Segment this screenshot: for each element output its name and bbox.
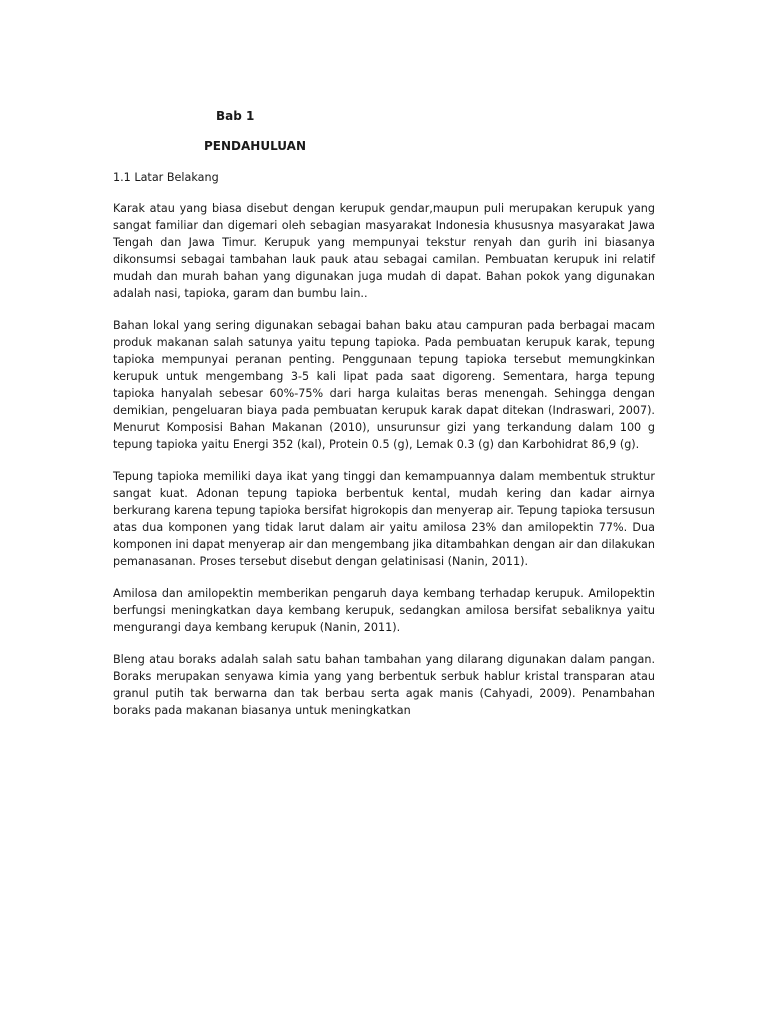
- paragraph: Bahan lokal yang sering digunakan sebagai bahan baku atau campuran pada berbagai macam produk makanan salah satunya yaitu tepung tapioka. Pada pembuatan kerupuk karak, tepung tapioka mempunyai peranan penting. Penggunaan tepung tapioka tersebut memungkinkan kerupuk untuk mengembang 3-5 kali lipat pada saat digoreng. Sementara, harga tepung tapioka hanyalah sebesar 60%-75% dari harga kulaitas beras menengah. Sehingga dengan demikian, pengeluaran biaya pada pembuatan kerupuk karak dapat ditekan (Indraswari, 2007). Menurut Komposisi Bahan Makanan (2010), unsurunsur gizi yang terkandung dalam 100 g tepung tapioka yaitu Energi 352 (kal), Protein 0.5 (g), Lemak 0.3 (g) dan Karbohidrat 86,9 (g).: [113, 319, 655, 451]
- chapter-title: PENDAHULUAN: [204, 139, 306, 153]
- paragraph: Tepung tapioka memiliki daya ikat yang tinggi dan kemampuannya dalam membentuk struktur sangat kuat. Adonan tepung tapioka berbentuk kental, mudah kering dan kadar airnya berkurang karena tepung tapioka bersifat higrokopis dan menyerap air. Tepung tapioka tersusun atas dua komponen yang tidak larut dalam air yaitu amilosa 23% dan amilopektin 77%. Dua komponen ini dapat menyerap air dan mengembang jika ditambahkan dengan air dan dilakukan pemanasanan. Proses tersebut disebut dengan gelatinisasi (Nanin, 2011).: [113, 470, 655, 568]
- section-heading: 1.1 Latar Belakang: [113, 171, 219, 184]
- paragraph: Karak atau yang biasa disebut dengan kerupuk gendar,maupun puli merupakan kerupuk yang sangat familiar dan digemari oleh sebagian masyarakat Indonesia khususnya masyarakat Jawa Tengah dan Jawa Timur. Kerupuk yang mempunyai tekstur renyah dan gurih ini biasanya dikonsumsi sebagai tambahan lauk pauk atau sebagai camilan. Pembuatan kerupuk ini relatif mudah dan murah bahan yang digunakan juga mudah di dapat. Bahan pokok yang digunakan adalah nasi, tapioka, garam dan bumbu lain..: [113, 202, 655, 300]
- paragraph: Bleng atau boraks adalah salah satu bahan tambahan yang dilarang digunakan dalam pangan. Boraks merupakan senyawa kimia yang yang berbentuk serbuk hablur kristal transparan atau granul putih tak berwarna dan tak berbau serta agak manis (Cahyadi, 2009). Penambahan boraks pada makanan biasanya untuk meningkatkan: [113, 653, 655, 717]
- paragraph: Amilosa dan amilopektin memberikan pengaruh daya kembang terhadap kerupuk. Amilopektin berfungsi meningkatkan daya kembang kerupuk, sedangkan amilosa bersifat sebaliknya yaitu mengurangi daya kembang kerupuk (Nanin, 2011).: [113, 587, 655, 634]
- document-body: [113, 200, 655, 734]
- chapter-label: Bab 1: [216, 109, 255, 123]
